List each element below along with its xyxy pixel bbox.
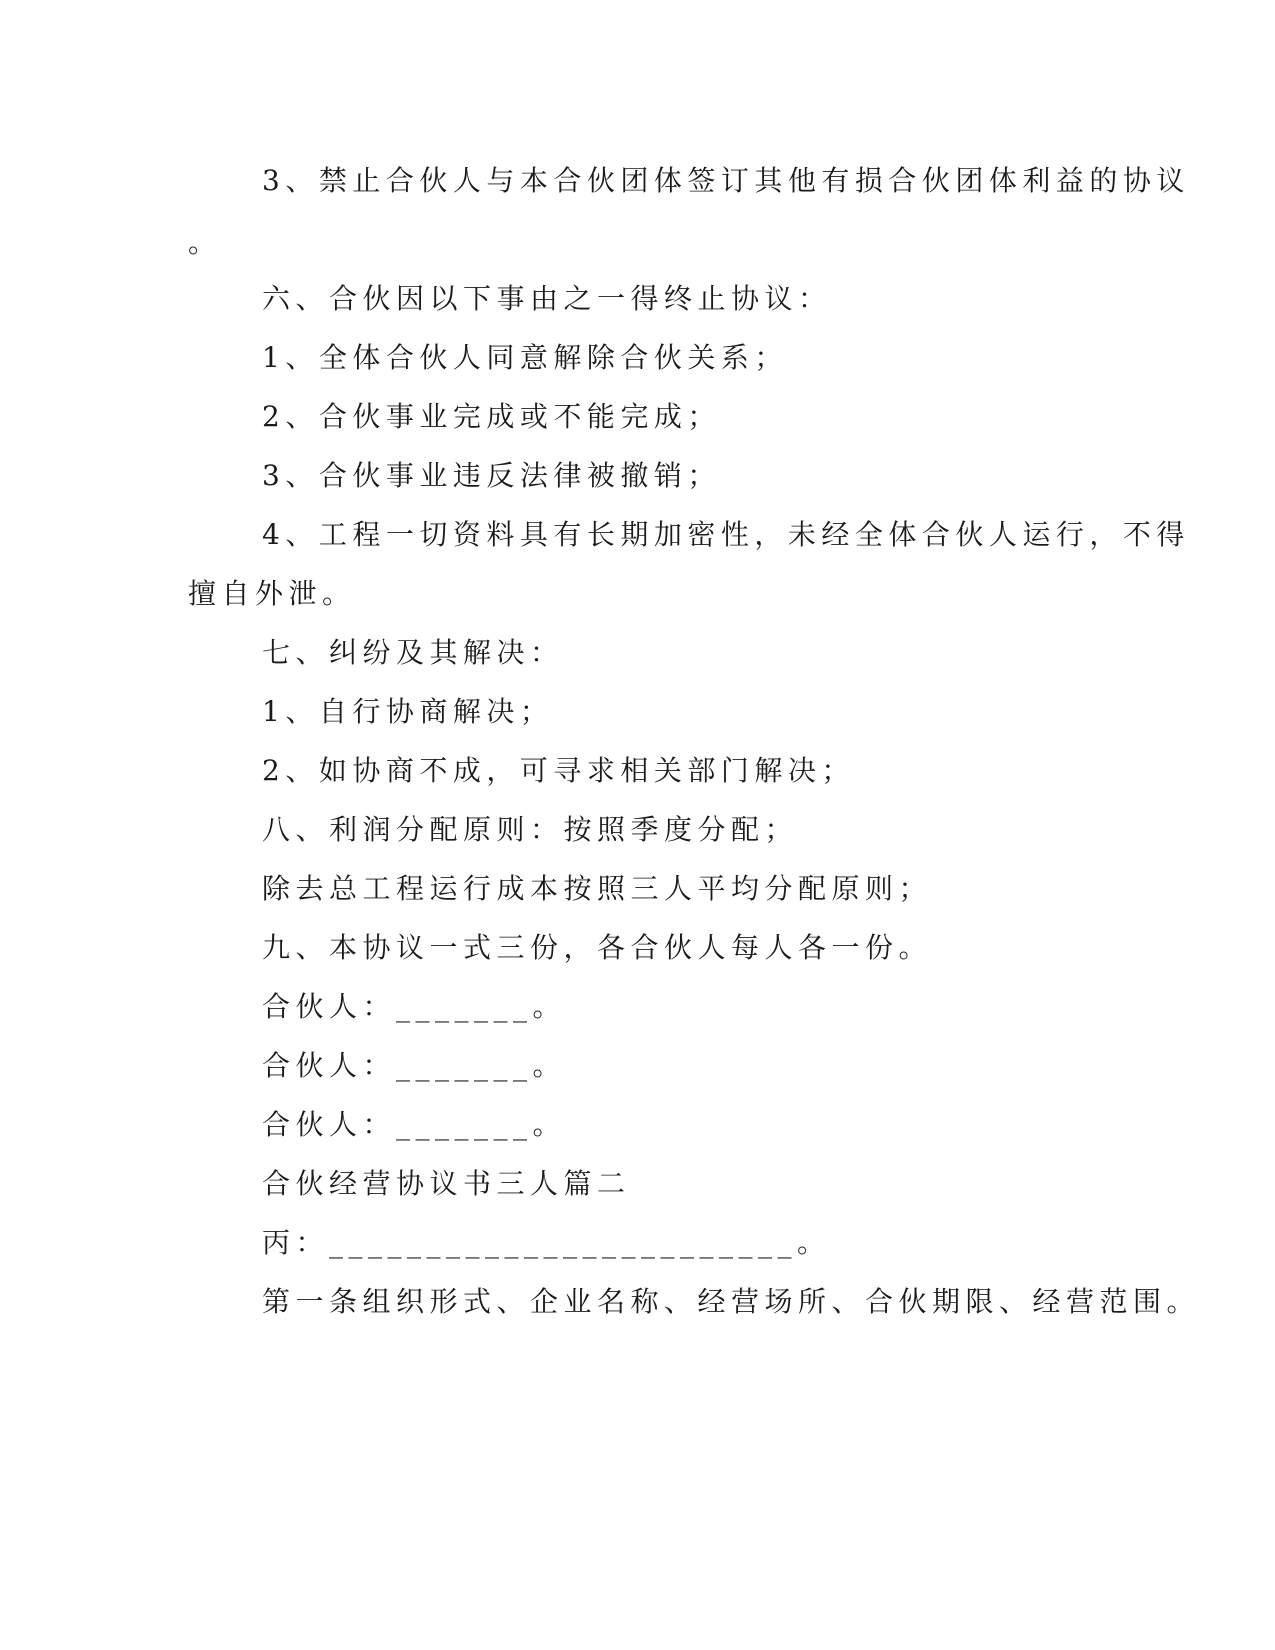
party-c-line: 丙：________________________。 xyxy=(262,1226,831,1259)
clause-6-item-3: 3、合伙事业违反法律被撤销； xyxy=(262,459,721,492)
clause-7-item-1: 1、自行协商解决； xyxy=(262,695,554,728)
partner-signature-line-1: 合伙人：_______。 xyxy=(262,990,567,1023)
partner-signature-line-3: 合伙人：_______。 xyxy=(262,1108,567,1141)
clause-6-item-1: 1、全体合伙人同意解除合伙关系； xyxy=(262,341,788,374)
clause-9: 九、本协议一式三份，各合伙人每人各一份。 xyxy=(262,931,933,964)
article-1: 第一条组织形式、企业名称、经营场所、合伙期限、经营范围。 xyxy=(262,1285,1201,1318)
clause-5-item-3: 3、禁止合伙人与本合伙团体签订其他有损合伙团体利益的协议 xyxy=(262,164,1190,197)
clause-7-heading: 七、纠纷及其解决： xyxy=(262,636,564,669)
clause-8-detail: 除去总工程运行成本按照三人平均分配原则； xyxy=(262,872,933,905)
clause-6-item-4-continuation: 擅自外泄。 xyxy=(188,577,356,610)
clause-7-item-2: 2、如协商不成，可寻求相关部门解决； xyxy=(262,754,855,787)
partner-signature-line-2: 合伙人：_______。 xyxy=(262,1049,567,1082)
section-title-part-2: 合伙经营协议书三人篇二 xyxy=(262,1167,631,1200)
clause-6-item-4: 4、工程一切资料具有长期加密性，未经全体合伙人运行，不得 xyxy=(262,518,1190,551)
clause-5-item-3-continuation: 。 xyxy=(188,226,222,259)
clause-6-item-2: 2、合伙事业完成或不能完成； xyxy=(262,400,721,433)
clause-6-heading: 六、合伙因以下事由之一得终止协议： xyxy=(262,282,832,315)
clause-8-heading: 八、利润分配原则：按照季度分配； xyxy=(262,813,799,846)
